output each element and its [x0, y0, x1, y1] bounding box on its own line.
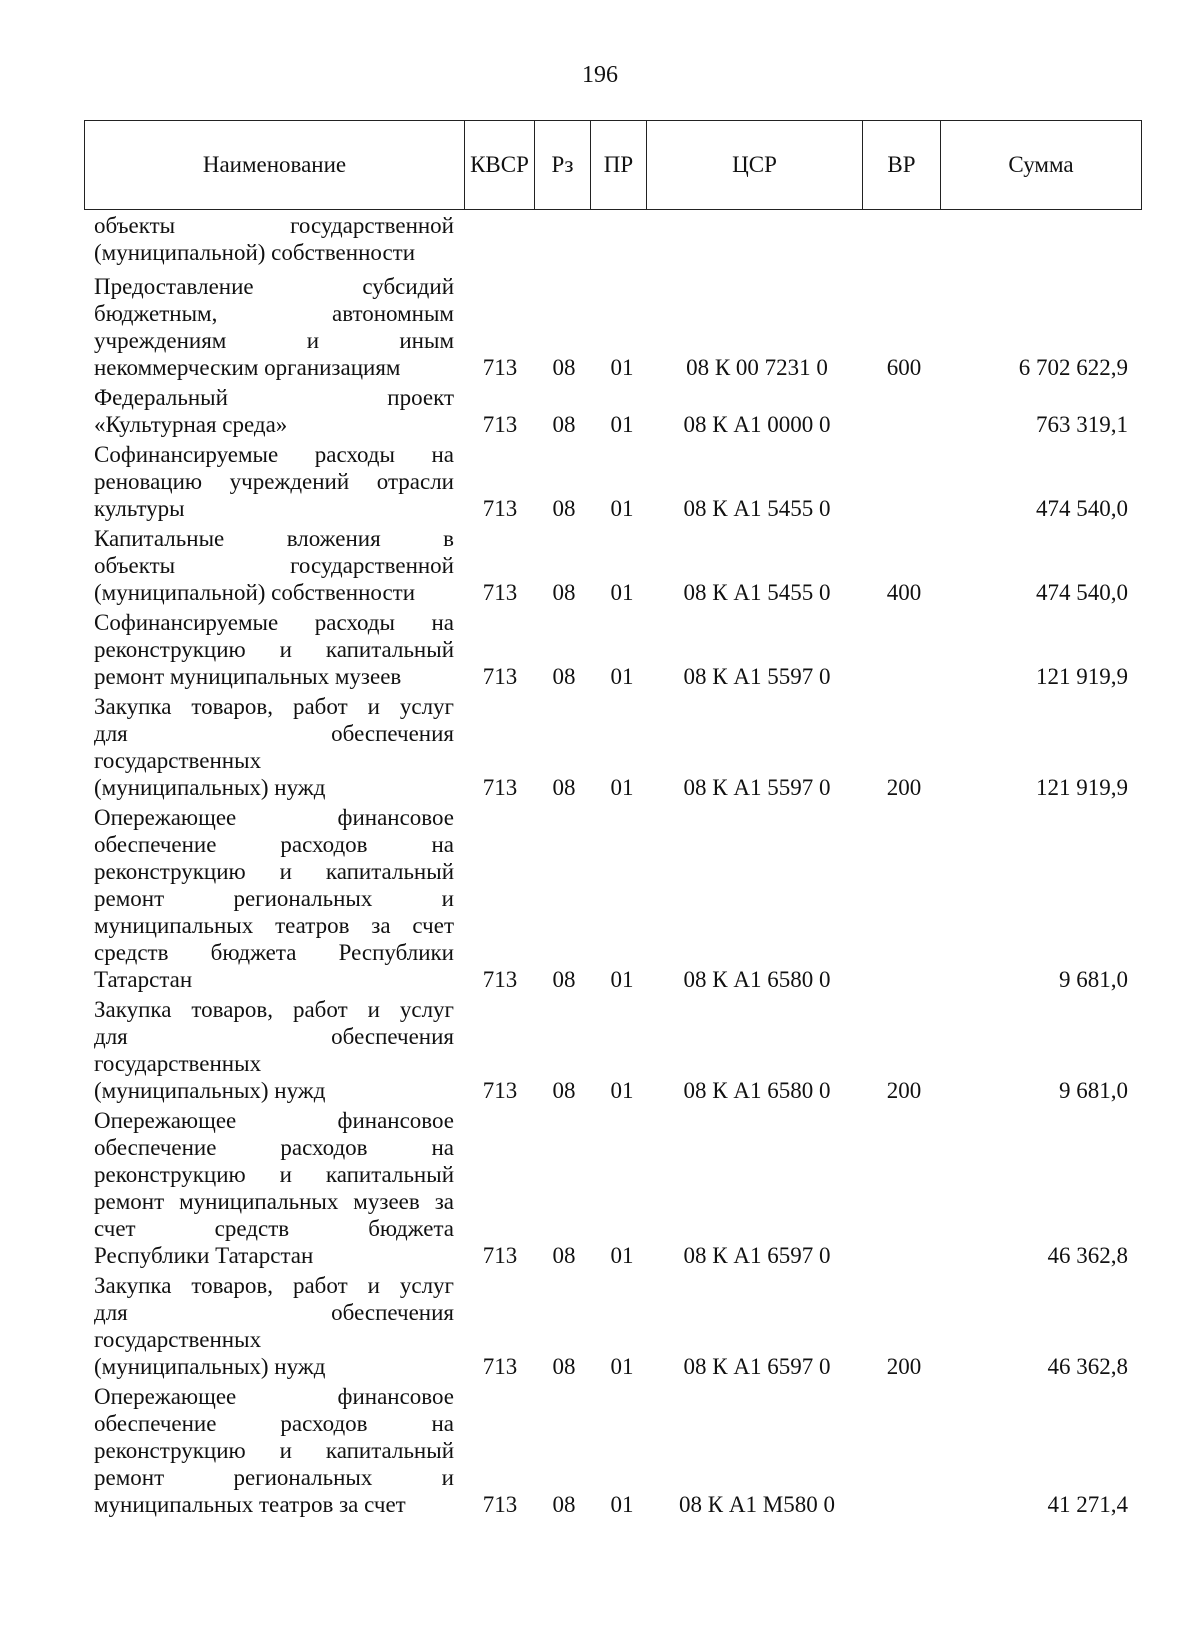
row-name-line: государственных — [94, 1327, 262, 1352]
col-name-header: Наименование — [85, 121, 465, 209]
row-rz: 08 — [552, 1492, 576, 1517]
row-kvsr: 713 — [482, 1354, 518, 1379]
row-name-line: учреждениям и иным — [94, 328, 454, 353]
row-sum: 121 919,9 — [1036, 775, 1128, 800]
row-name — [94, 1107, 454, 1269]
row-name — [94, 1272, 454, 1380]
row-name-line: муниципальных театров за счет — [94, 1492, 406, 1517]
row-name-line: Закупка товаров, работ и услуг — [94, 1273, 454, 1298]
row-csr: 08 К А1 5597 0 — [683, 775, 831, 800]
row-kvsr: 713 — [482, 1492, 518, 1517]
row-sum: 9 681,0 — [1059, 967, 1128, 992]
row-csr: 08 К А1 5455 0 — [683, 580, 831, 605]
row-sum: 46 362,8 — [1047, 1243, 1128, 1268]
row-vr: 200 — [886, 1078, 922, 1103]
row-sum: 763 319,1 — [1036, 412, 1128, 437]
row-vr: 400 — [886, 580, 922, 605]
row-pr: 01 — [610, 967, 634, 992]
row-name-line: (муниципальной) собственности — [94, 240, 416, 265]
row-pr: 01 — [610, 580, 634, 605]
row-csr: 08 К А1 5455 0 — [683, 496, 831, 521]
row-name-line: Закупка товаров, работ и услуг — [94, 997, 454, 1022]
col-kvsr-header: КВСР — [465, 121, 535, 209]
col-sum-header: Сумма — [1008, 152, 1074, 177]
row-name-line: реконструкцию и капитальный — [94, 637, 454, 662]
row-sum: 474 540,0 — [1036, 580, 1128, 605]
row-name-line: ремонт муниципальных музеев — [94, 664, 402, 689]
row-name-line: реновацию учреждений отрасли — [94, 469, 454, 494]
row-sum: 474 540,0 — [1036, 496, 1128, 521]
row-pr: 01 — [610, 1078, 634, 1103]
row-kvsr: 713 — [482, 355, 518, 380]
row-pr: 01 — [610, 412, 634, 437]
col-csr-header: ЦСР — [647, 121, 863, 209]
row-name-line: Софинансируемые расходы на — [94, 442, 454, 467]
row-name — [94, 804, 454, 993]
row-pr: 01 — [610, 664, 634, 689]
row-name-line: для обеспечения — [94, 1024, 454, 1049]
row-rz: 08 — [552, 1243, 576, 1268]
row-vr: 200 — [886, 775, 922, 800]
row-name — [94, 212, 454, 266]
row-csr: 08 К А1 М580 0 — [679, 1492, 835, 1517]
row-name-line: реконструкцию и капитальный — [94, 1162, 454, 1187]
row-name — [94, 693, 454, 801]
row-name-line: Республики Татарстан — [94, 1243, 314, 1268]
row-csr: 08 К 00 7231 0 — [686, 355, 828, 380]
row-csr: 08 К А1 0000 0 — [683, 412, 831, 437]
row-sum: 46 362,8 — [1047, 1354, 1128, 1379]
col-vr-header: ВР — [863, 121, 941, 209]
row-pr: 01 — [610, 775, 634, 800]
row-name — [94, 609, 454, 690]
row-pr: 01 — [610, 1243, 634, 1268]
col-rz-header: Рз — [535, 121, 591, 209]
row-kvsr: 713 — [482, 412, 518, 437]
row-name — [94, 525, 454, 606]
row-name-line: реконструкцию и капитальный — [94, 1438, 454, 1463]
row-name-line: Закупка товаров, работ и услуг — [94, 694, 454, 719]
row-pr: 01 — [610, 1492, 634, 1517]
row-name-line: (муниципальной) собственности — [94, 580, 416, 605]
row-csr: 08 К А1 6580 0 — [683, 967, 831, 992]
row-name-line: реконструкцию и капитальный — [94, 859, 454, 884]
row-name-line: (муниципальных) нужд — [94, 775, 326, 800]
row-csr: 08 К А1 6597 0 — [683, 1243, 831, 1268]
row-name-line: объекты государственной — [94, 553, 454, 578]
row-rz: 08 — [552, 1354, 576, 1379]
row-csr: 08 К А1 6597 0 — [683, 1354, 831, 1379]
row-rz: 08 — [552, 664, 576, 689]
col-pr-header: ПР — [591, 121, 647, 209]
row-name-line: средств бюджета Республики — [94, 940, 454, 965]
page-number: 196 — [582, 62, 618, 88]
row-name-line: Опережающее финансовое — [94, 1384, 454, 1409]
row-name — [94, 996, 454, 1104]
row-rz: 08 — [552, 1078, 576, 1103]
row-sum: 121 919,9 — [1036, 664, 1128, 689]
row-kvsr: 713 — [482, 775, 518, 800]
row-name-line: объекты государственной — [94, 213, 454, 238]
row-name-line: «Культурная среда» — [94, 412, 288, 437]
row-pr: 01 — [610, 355, 634, 380]
row-kvsr: 713 — [482, 967, 518, 992]
row-sum: 9 681,0 — [1059, 1078, 1128, 1103]
row-name — [94, 441, 454, 522]
row-name-line: (муниципальных) нужд — [94, 1354, 326, 1379]
row-name-line: для обеспечения — [94, 721, 454, 746]
row-name-line: Опережающее финансовое — [94, 805, 454, 830]
row-name-line: обеспечение расходов на — [94, 1135, 454, 1160]
row-csr: 08 К А1 5597 0 — [683, 664, 831, 689]
row-name-line: ремонт муниципальных музеев за — [94, 1189, 454, 1214]
row-rz: 08 — [552, 775, 576, 800]
row-vr: 600 — [886, 355, 922, 380]
row-name-line: счет средств бюджета — [94, 1216, 454, 1241]
row-name-line: ремонт региональных и — [94, 1465, 454, 1490]
row-kvsr: 713 — [482, 1078, 518, 1103]
row-rz: 08 — [552, 412, 576, 437]
row-kvsr: 713 — [482, 664, 518, 689]
row-kvsr: 713 — [482, 580, 518, 605]
row-name-line: обеспечение расходов на — [94, 1411, 454, 1436]
row-name-line: Предоставление субсидий — [94, 274, 454, 299]
row-name-line: Федеральный проект — [94, 385, 454, 410]
row-name-line: бюджетным, автономным — [94, 301, 454, 326]
row-rz: 08 — [552, 580, 576, 605]
row-name-line: Татарстан — [94, 967, 193, 992]
row-pr: 01 — [610, 1354, 634, 1379]
row-name-line: государственных — [94, 1051, 262, 1076]
row-sum: 6 702 622,9 — [1018, 355, 1128, 380]
row-rz: 08 — [552, 967, 576, 992]
row-name-line: обеспечение расходов на — [94, 832, 454, 857]
table-header — [84, 120, 1142, 210]
row-kvsr: 713 — [482, 496, 518, 521]
row-name-line: государственных — [94, 748, 262, 773]
row-pr: 01 — [610, 496, 634, 521]
row-sum: 41 271,4 — [1047, 1492, 1128, 1517]
row-name-line: (муниципальных) нужд — [94, 1078, 326, 1103]
row-name — [94, 1383, 454, 1518]
row-name-line: для обеспечения — [94, 1300, 454, 1325]
row-kvsr: 713 — [482, 1243, 518, 1268]
row-rz: 08 — [552, 355, 576, 380]
row-name-line: Опережающее финансовое — [94, 1108, 454, 1133]
row-name-line: Софинансируемые расходы на — [94, 610, 454, 635]
row-name-line: Капитальные вложения в — [94, 526, 454, 551]
row-name-line: ремонт региональных и — [94, 886, 454, 911]
row-vr: 200 — [886, 1354, 922, 1379]
row-name-line: муниципальных театров за счет — [94, 913, 454, 938]
row-name-line: культуры — [94, 496, 185, 521]
row-name — [94, 273, 454, 381]
row-name-line: некоммерческим организациям — [94, 355, 401, 380]
row-name — [94, 384, 454, 438]
row-csr: 08 К А1 6580 0 — [683, 1078, 831, 1103]
row-rz: 08 — [552, 496, 576, 521]
